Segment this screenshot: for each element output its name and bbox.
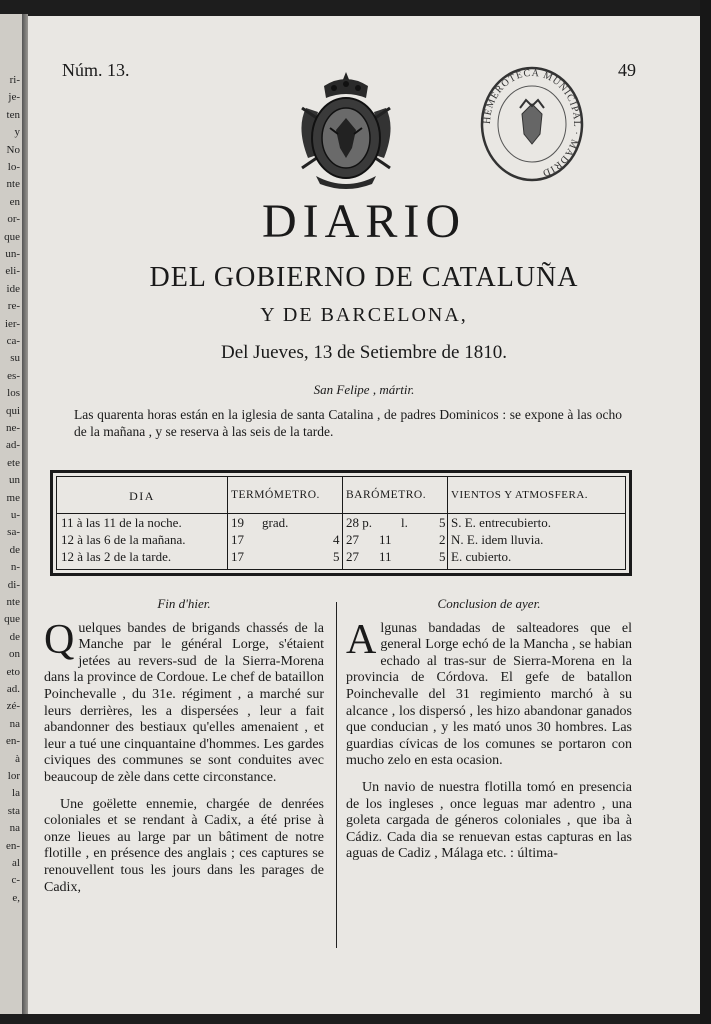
- left-page-fragment: ad-: [5, 439, 20, 452]
- left-page-fragment: al: [12, 857, 20, 869]
- weather-row: [57, 532, 625, 549]
- left-page-fragment: me: [6, 491, 20, 504]
- left-page-fragment: n-: [10, 561, 20, 574]
- french-heading: Fin d'hier.: [157, 596, 211, 611]
- column-divider: [336, 602, 337, 948]
- left-page-fragment: un-: [5, 248, 20, 260]
- row-bar-frac: 5: [439, 515, 446, 530]
- left-page-fragment: u-: [10, 509, 20, 521]
- french-dropcap: Q: [44, 616, 75, 663]
- weather-row: [57, 549, 625, 566]
- left-page-fragment: su: [10, 352, 20, 365]
- left-page-fragment: ier-: [4, 317, 20, 330]
- left-page-fragment: ne-: [5, 422, 20, 434]
- row-term-frac: 5: [333, 549, 340, 564]
- row-unit: grad.: [262, 515, 289, 530]
- right-edge: [700, 0, 711, 1024]
- header-termometro: TERMÓMETRO.: [231, 489, 320, 501]
- row-term: 17: [231, 549, 244, 564]
- row-term: 19: [231, 515, 244, 530]
- left-page-edge: [0, 14, 22, 1014]
- left-page-fragment: re-: [7, 300, 20, 313]
- header-barometro: BARÓMETRO.: [346, 489, 427, 501]
- library-stamp-icon: [476, 64, 588, 184]
- left-page-fragment: qui: [5, 404, 20, 417]
- left-page-fragment: nte: [6, 178, 20, 191]
- row-bar-l: 11: [379, 549, 392, 564]
- left-page-fragment: nte: [6, 596, 20, 608]
- row-term-frac: 4: [333, 532, 340, 547]
- left-page-fragment: de: [9, 543, 20, 556]
- spanish-heading: Conclusion de ayer.: [437, 596, 541, 611]
- left-page-fragment: ete: [7, 456, 20, 469]
- left-page-fragment: ri-: [9, 74, 20, 86]
- left-page-fragment: en-: [5, 735, 20, 748]
- left-page-fragment: de: [9, 630, 20, 643]
- header-vientos: VIENTOS Y ATMOSFERA.: [451, 489, 589, 501]
- row-viento: N. E. idem lluvia.: [451, 532, 544, 547]
- left-page-fragment: es-: [7, 369, 20, 382]
- masthead-subtitle-2: Y DE BARCELONA,: [260, 304, 468, 326]
- left-page-fragment: lo-: [7, 161, 20, 173]
- left-page-fragment: la: [12, 787, 20, 800]
- coat-of-arms-icon: [286, 68, 406, 194]
- row-bar-frac: 2: [439, 532, 446, 547]
- row-dia: 12 à las 2 de la tarde.: [61, 549, 172, 564]
- left-page-fragment: ca-: [6, 335, 20, 347]
- row-bar-l: l.: [401, 515, 408, 530]
- left-page-fragment: na: [9, 822, 20, 835]
- row-viento: S. E. entrecubierto.: [451, 515, 551, 530]
- left-page-fragment: No: [6, 143, 20, 156]
- date-line: Del Jueves, 13 de Setiembre de 1810.: [221, 342, 507, 363]
- row-bar-l: 11: [379, 532, 392, 547]
- row-viento: E. cubierto.: [451, 549, 512, 564]
- left-page-fragment: ide: [6, 282, 20, 295]
- french-paragraph-1: Quelques bandes de brigands chassés de la Manche par le général Lorge, s'étaient jetées au revers-sud de la Sierra-Morena dans la province de Cordoue. Le chef de bataillon Poinchevalle , du 31e. régiment , a marché sur leurs derrières, les a dispersées , leur a fait abandonner des bestiaux qu'elles amenaient , et leur a tué une cinquantaine d'hommes. Les gardes civiques des communes se sont conduites avec beaucoup de zèle dans cette circonstance.: [44, 616, 324, 785]
- row-bar-p: 27: [346, 532, 359, 547]
- issue-number: Núm. 13.: [62, 60, 130, 80]
- weather-table: [50, 470, 632, 576]
- left-page-fragment: on: [9, 648, 20, 661]
- left-page-fragment: lor: [7, 770, 20, 782]
- row-dia: 12 à las 6 de la mañana.: [61, 532, 186, 547]
- newspaper-page: [28, 16, 700, 1014]
- masthead-subtitle: DEL GOBIERNO DE CATALUÑA: [149, 262, 579, 293]
- row-dia: 11 à las 11 de la noche.: [61, 515, 182, 530]
- left-page-fragment: or-: [7, 213, 20, 226]
- left-page-fragment: ad.: [6, 683, 20, 695]
- left-page-fragment: un: [9, 474, 20, 487]
- spanish-paragraph-1: Algunas bandadas de salteadores que el general Lorge echó de la Mancha , se habian echado al tras-sur de Sierra-Morena en la provincia de Córdova. El gefe de batallon Poinchevalle del 31 regimiento marchó à su alcance , los dispersó , les hizo abandonar ganados que conducian , y les mató unos 30 hombres. Las guardias cívicas de los comunes se portaron con mucho zelo en esta ocasion.: [346, 616, 632, 769]
- spanish-column: [346, 596, 632, 873]
- spanish-paragraph-2: Un navio de nuestra flotilla tomó en presencia de los ingleses , once leguas mar adentro , una goleta cargada de géneros coloniales , que iba à Cádiz. Cada dia se renuevan estas capturas en las aguas de Cadiz , Málaga etc. : última-: [346, 779, 632, 862]
- page-number: 49: [618, 60, 636, 80]
- french-paragraph-2: Une goëlette ennemie, chargée de denrées coloniales et se rendant à Cadix, a été prise à onze lieues au large par un bâtiment de notre flotille , en présence des anglais ; ces captures se renouvellent tous les jours dans les parages de Cadix,: [44, 796, 324, 895]
- left-page-fragment: ten: [6, 108, 20, 121]
- left-page-fragment: y: [14, 126, 20, 139]
- church-notice: Las quarenta horas están en la iglesia de santa Catalina , de padres Dominicos : se expone à las ocho de la mañana , y se reserva à las seis de la tarde.: [74, 407, 622, 439]
- left-page-fragment: eto: [6, 665, 20, 678]
- stamp-text: HEMEROTECA MUNICIPAL · MADRID: [481, 67, 583, 179]
- row-bar-frac: 5: [439, 549, 446, 564]
- left-page-fragment: que: [4, 613, 20, 626]
- left-page-fragment: e,: [12, 891, 20, 904]
- row-term: 17: [231, 532, 244, 547]
- row-bar-p: 27: [346, 549, 359, 564]
- header-dia: DIA: [129, 489, 155, 503]
- left-page-fragment: sa-: [7, 526, 20, 539]
- masthead-title: DIARIO: [262, 195, 466, 248]
- row-bar-p: 28 p.: [346, 515, 372, 530]
- french-column: [44, 596, 324, 906]
- spanish-dropcap: A: [346, 616, 377, 663]
- left-page-fragment: je-: [8, 91, 20, 104]
- left-page-fragment: à: [15, 752, 20, 765]
- left-page-fragment: di-: [7, 578, 20, 591]
- left-page-fragment: c-: [11, 874, 20, 887]
- left-page-fragment: en-: [5, 839, 20, 852]
- left-page-fragment: que: [4, 230, 20, 243]
- left-page-fragment: zé-: [6, 700, 20, 713]
- left-page-fragment: los: [7, 387, 20, 400]
- left-page-fragment: eli-: [5, 265, 20, 278]
- saint-of-day: San Felipe , mártir.: [313, 382, 415, 397]
- left-page-fragment: na: [9, 717, 20, 730]
- left-page-fragment: en: [9, 195, 20, 208]
- weather-row: [57, 515, 625, 532]
- left-page-fragment: sta: [7, 804, 20, 817]
